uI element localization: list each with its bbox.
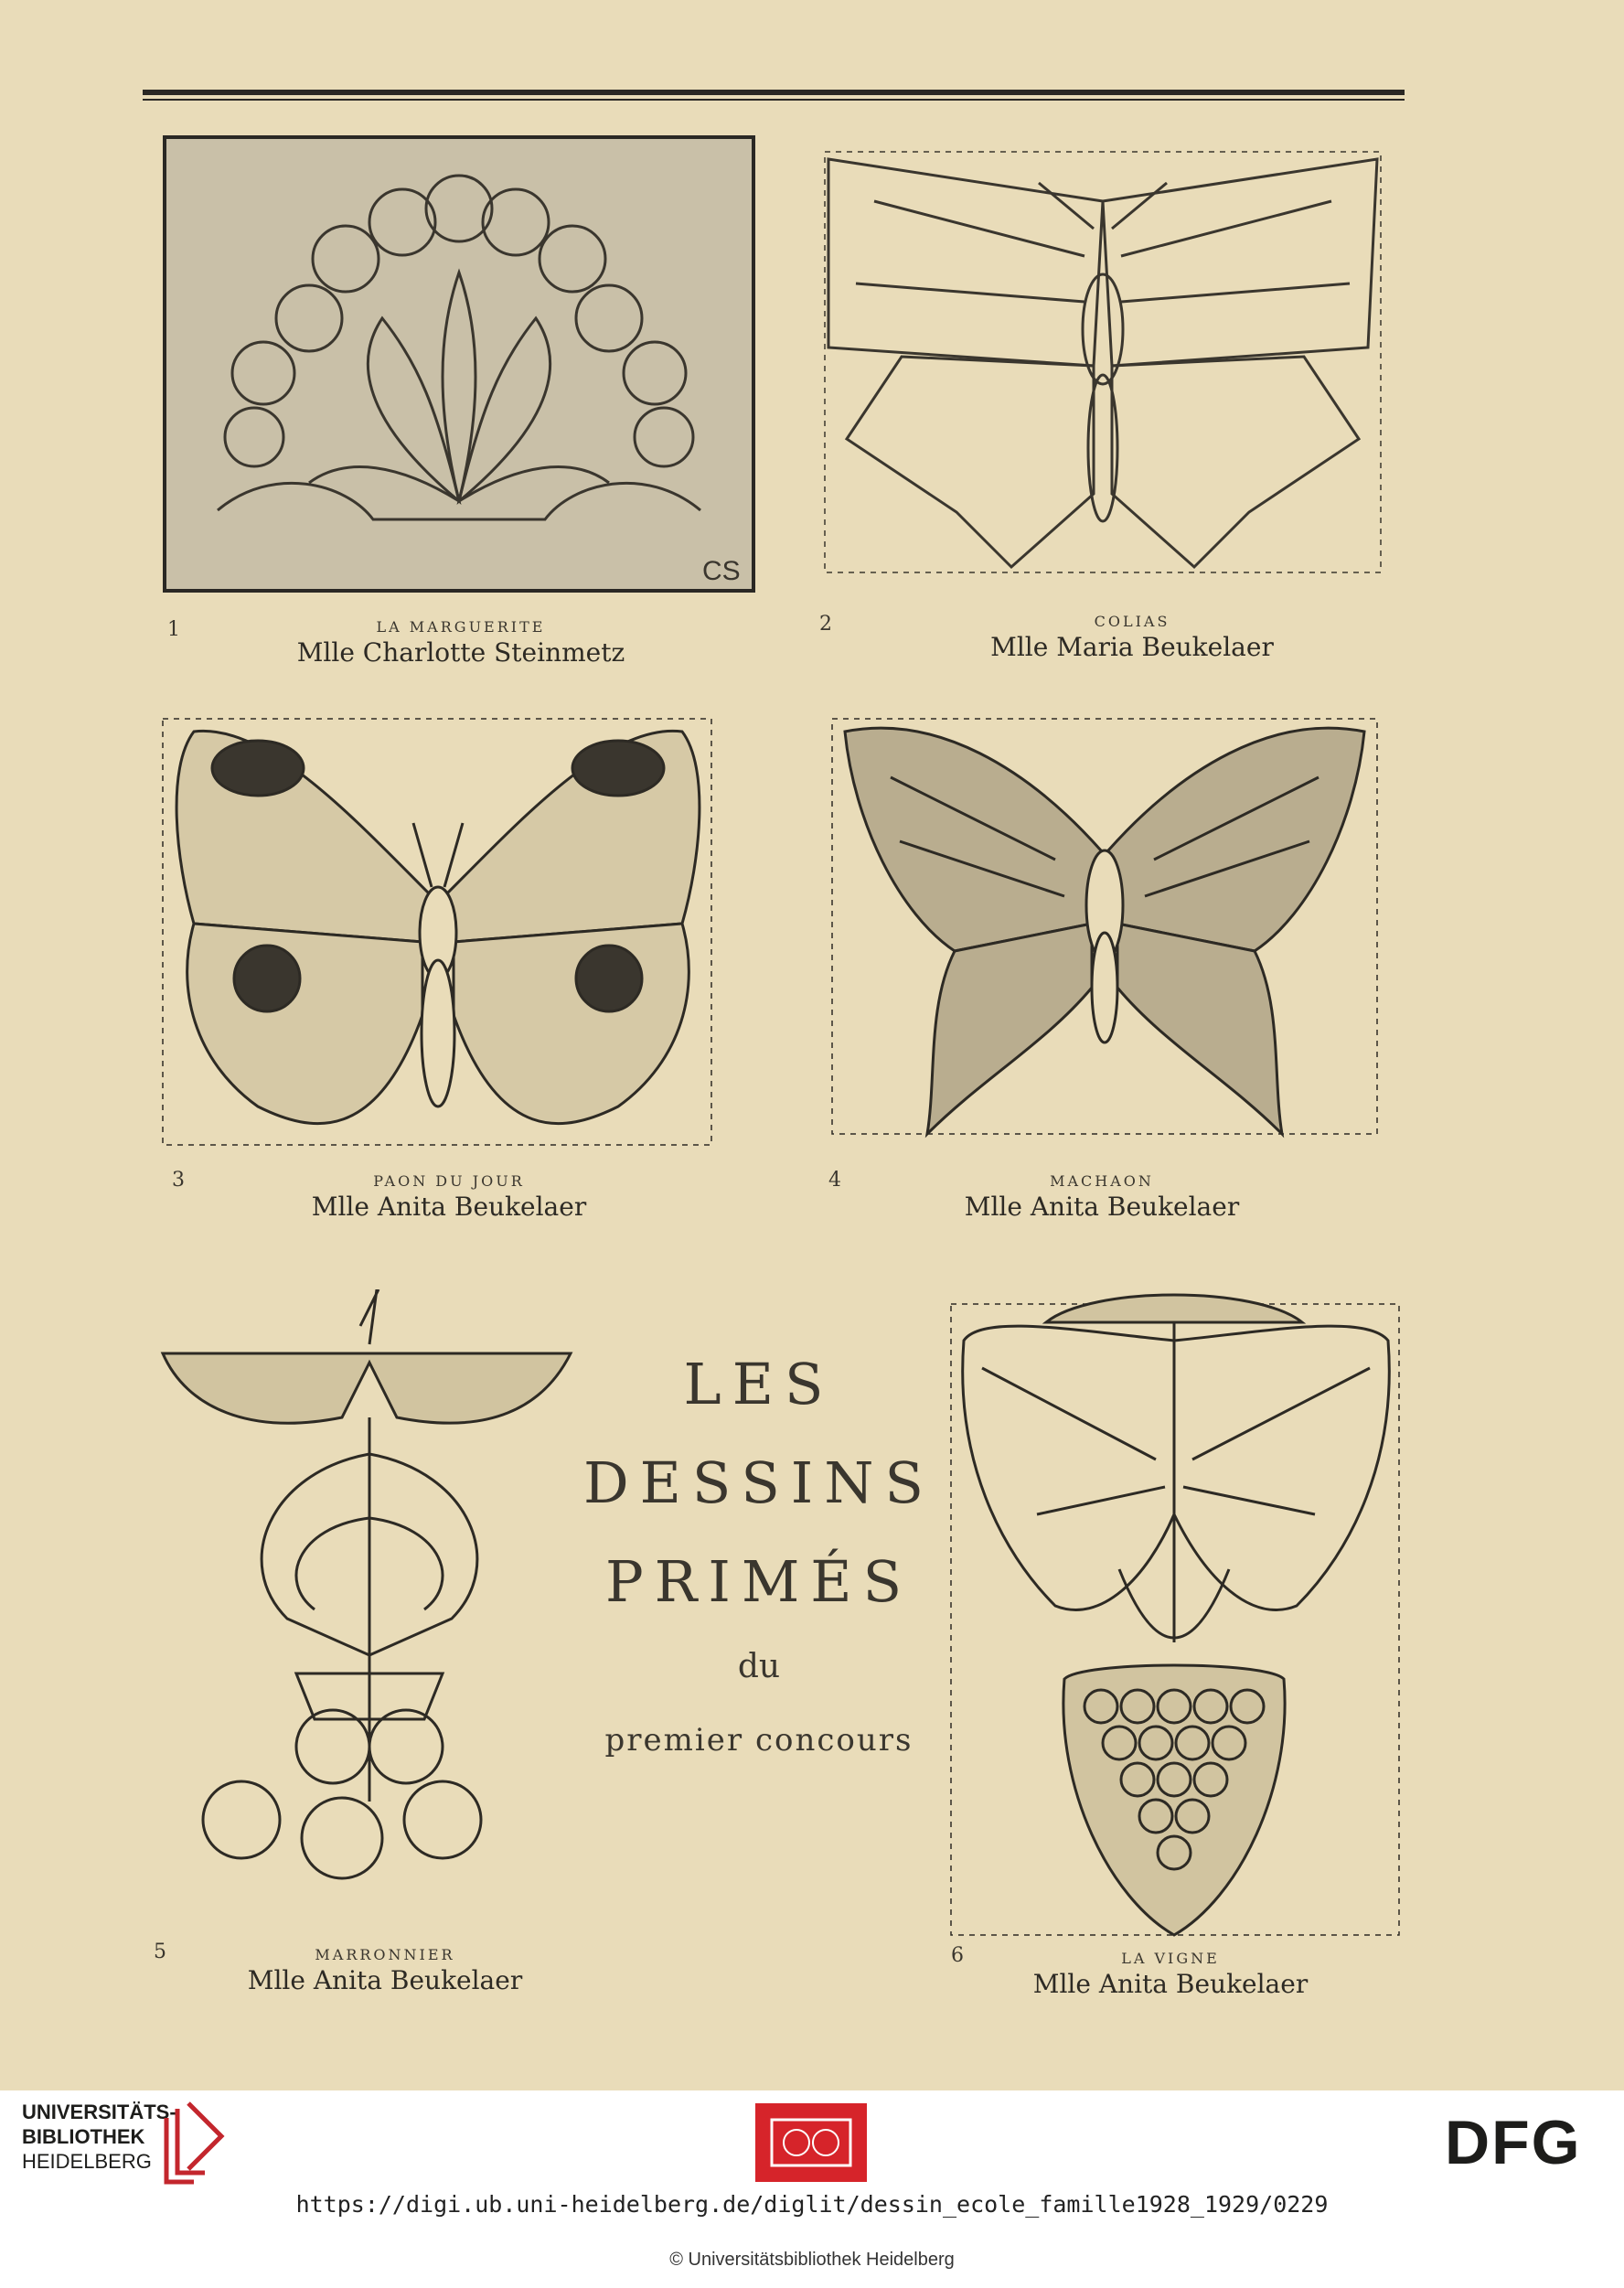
plate-paon-du-jour-image [157, 713, 719, 1152]
top-rule [143, 90, 1405, 95]
plate-title: COLIAS [1094, 613, 1170, 630]
plate-caption [933, 1950, 1408, 1999]
plate-number: 2 [819, 613, 832, 636]
plate-number: 3 [172, 1169, 185, 1192]
plate-title: LA MARGUERITE [376, 618, 546, 636]
plate-la-vigne-image [946, 1277, 1406, 1941]
top-rule-thin [143, 99, 1405, 101]
heading-line-les: LES [683, 1351, 835, 1417]
plate-title: PAON DU JOUR [373, 1172, 525, 1190]
permalink-url[interactable]: https://digi.ub.uni-heidelberg.de/diglit/dessin_ecole_famille1928_1929/0229 [295, 2191, 1329, 2218]
heading-line-dessins: DESSINS [582, 1449, 935, 1516]
library-emblem-icon [157, 2100, 230, 2187]
dfg-logo[interactable]: DFG [1445, 2108, 1582, 2177]
plate-title: MARRONNIER [315, 1946, 455, 1963]
plate-title: MACHAON [1050, 1172, 1154, 1190]
page-heading [576, 1335, 942, 1759]
plate-number: 4 [828, 1169, 841, 1192]
heading-line-primes: PRIMÉS [604, 1548, 914, 1615]
plate-monogram: CS [702, 556, 741, 586]
plate-author: Mlle Charlotte Steinmetz [296, 637, 625, 668]
plate-marguerite-image [163, 135, 755, 593]
heading-line-concours: premier concours [604, 1722, 914, 1759]
library-name-line3: HEIDELBERG [22, 2150, 152, 2173]
plate-machaon-image [827, 713, 1383, 1139]
plate-caption [147, 1946, 623, 1995]
plate-caption [894, 613, 1370, 662]
plate-author: Mlle Maria Beukelaer [990, 632, 1274, 662]
library-name-line2: BIBLIOTHEK [22, 2125, 145, 2148]
plate-colias-image [819, 146, 1386, 585]
library-name-line1: UNIVERSITÄTS- [22, 2101, 176, 2123]
plate-number: 1 [167, 618, 180, 641]
plate-author: Mlle Anita Beukelaer [1032, 1969, 1309, 1999]
plate-marronnier-image [159, 1289, 574, 1884]
copyright-notice: © Universitätsbibliothek Heidelberg [669, 2250, 955, 2270]
episteme-logo-icon [755, 2103, 867, 2182]
plate-author: Mlle Anita Beukelaer [311, 1192, 587, 1222]
plate-caption [223, 618, 699, 668]
plate-number: 6 [951, 1944, 964, 1967]
plate-author: Mlle Anita Beukelaer [247, 1965, 523, 1995]
plate-caption [211, 1172, 687, 1222]
plate-caption [864, 1172, 1340, 1222]
plate-title: LA VIGNE [1121, 1950, 1220, 1967]
plate-number: 5 [154, 1941, 166, 1963]
episteme-project-logo[interactable] [755, 2103, 867, 2182]
heading-line-du: du [737, 1648, 781, 1685]
plate-author: Mlle Anita Beukelaer [964, 1192, 1240, 1222]
university-library-logo[interactable] [22, 2100, 232, 2187]
